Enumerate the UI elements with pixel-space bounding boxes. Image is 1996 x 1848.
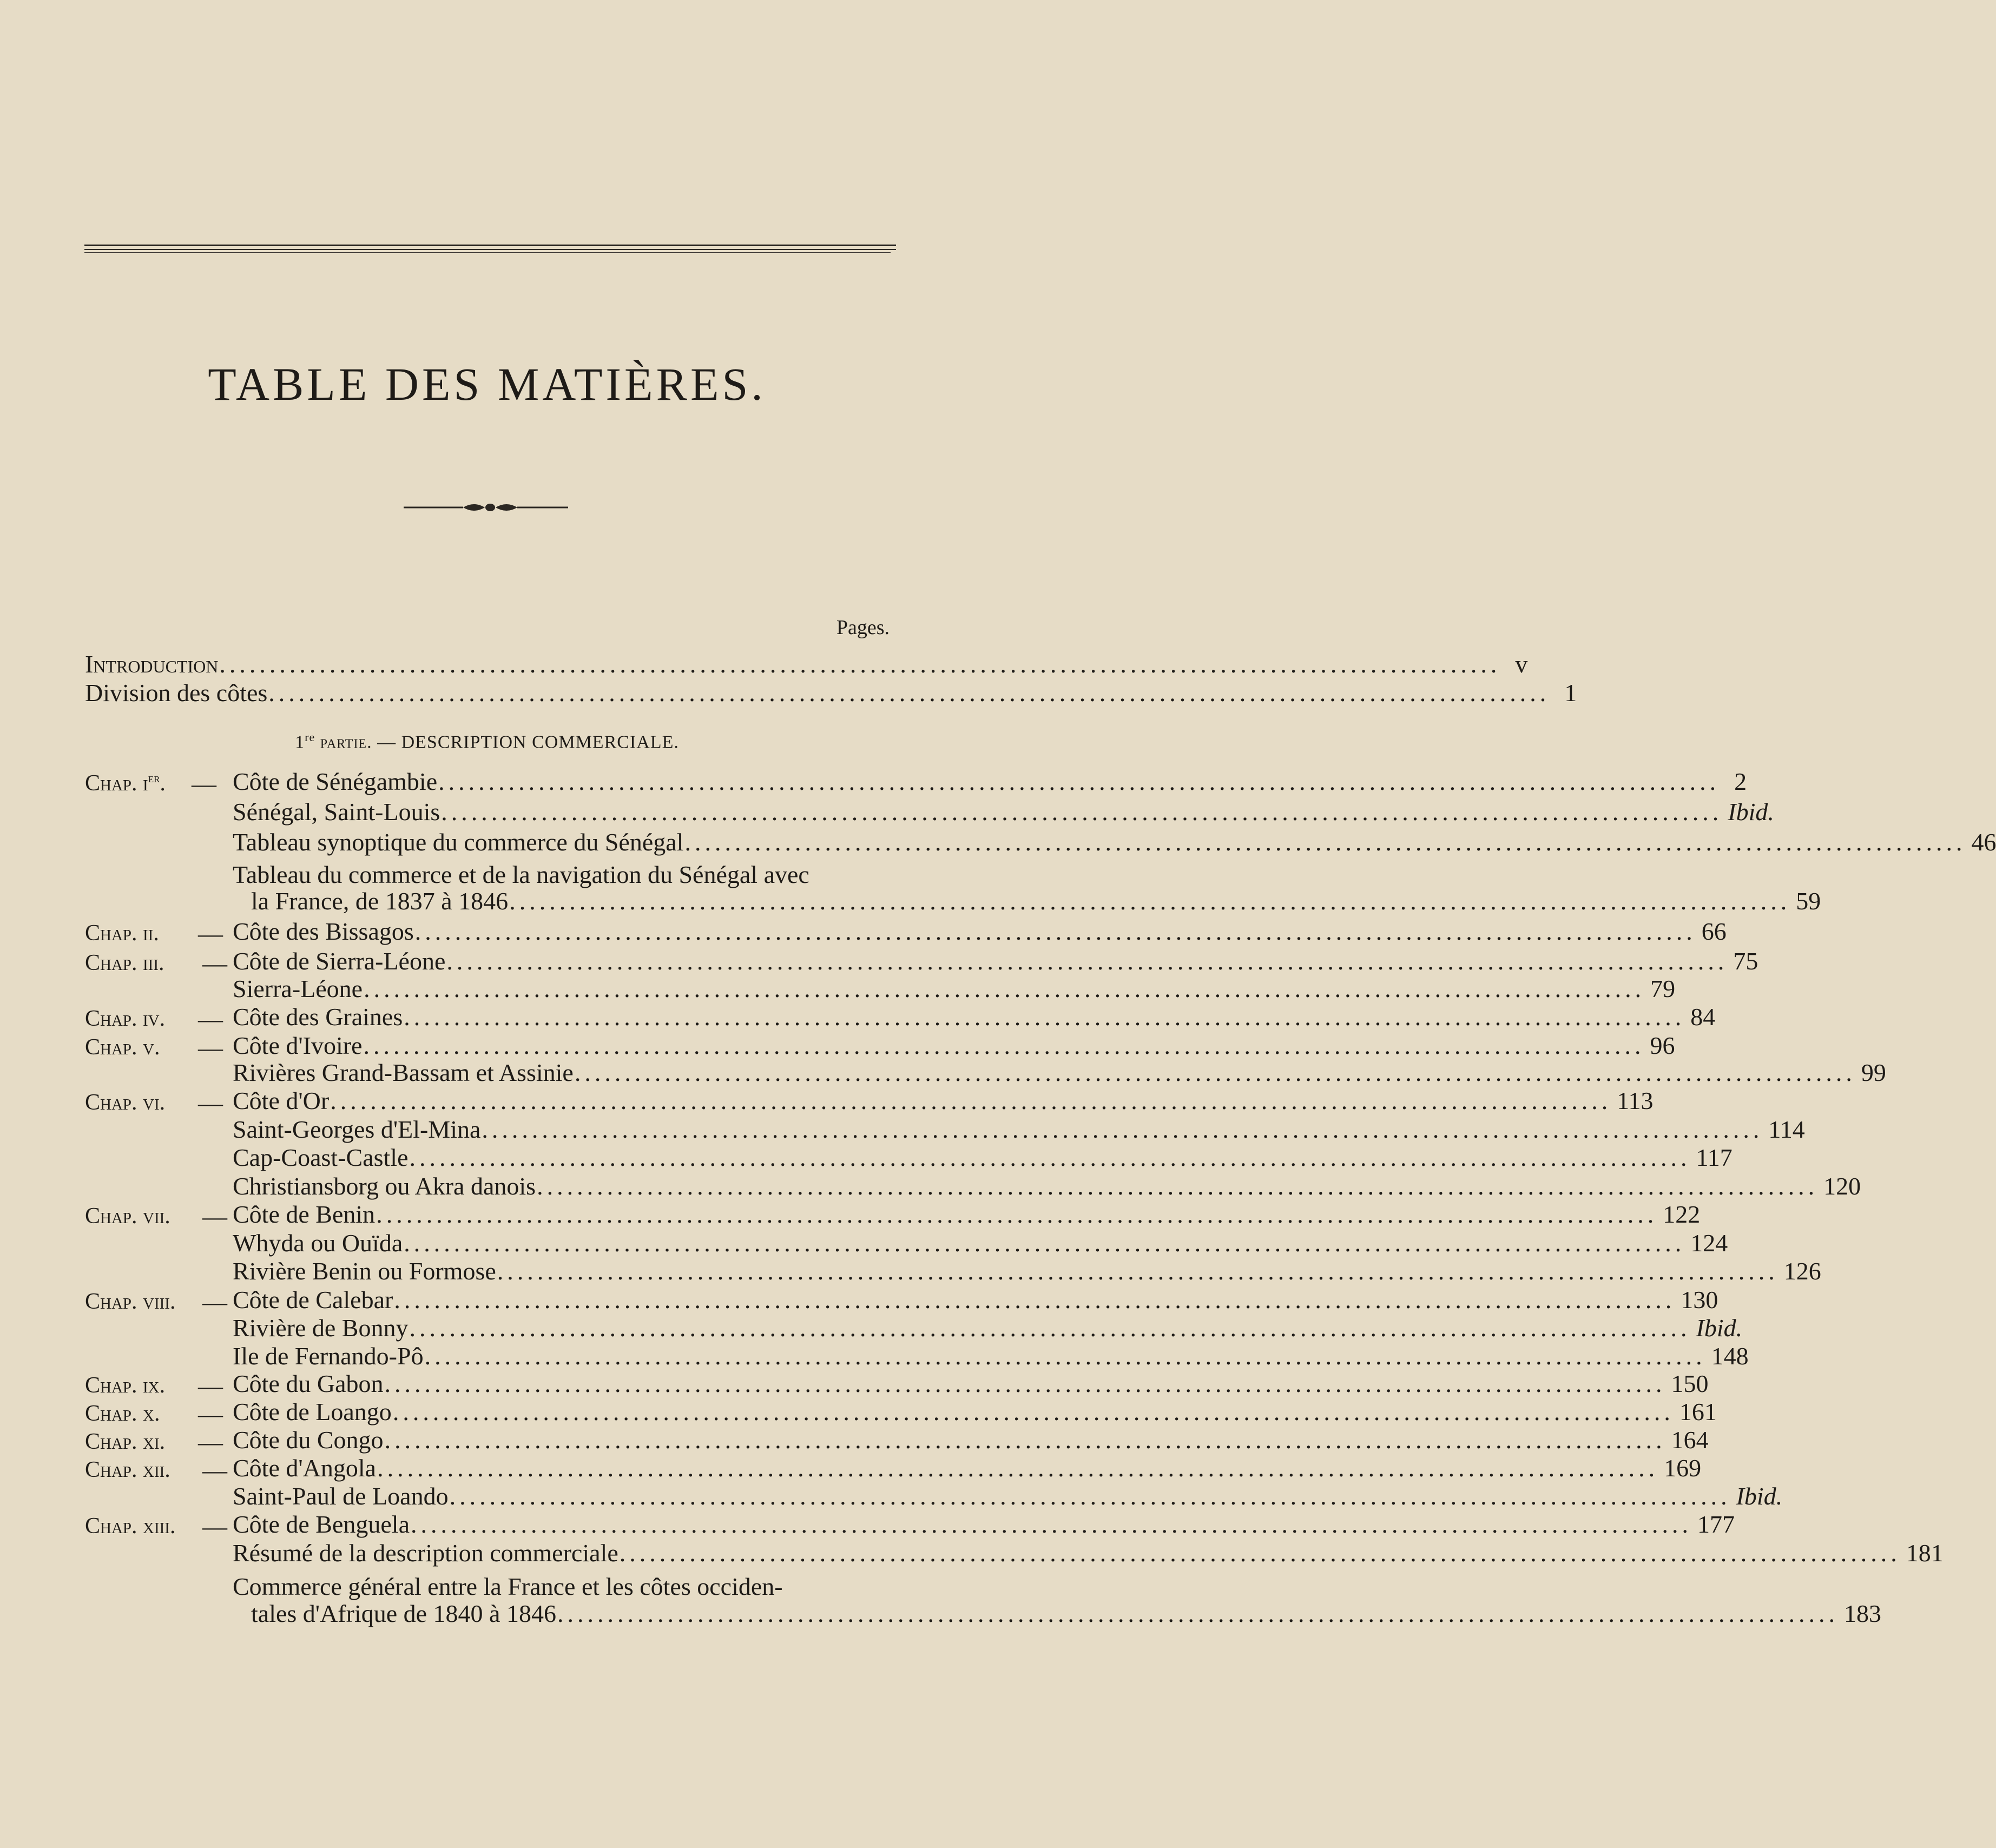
chapter-label: [85, 950, 164, 976]
toc-entry: [233, 1482, 1783, 1510]
em-dash: —: [202, 1513, 227, 1540]
entry-label: Christiansborg ou Akra danois: [233, 1172, 536, 1200]
entry-label: Sierra-Léone: [233, 975, 363, 1002]
entry-label: Côte des Bissagos: [233, 918, 414, 945]
page-number: 124: [1690, 1229, 1728, 1257]
entry-label: Côte du Gabon: [233, 1370, 384, 1397]
toc-entry: [233, 1426, 1709, 1454]
entry-label: Rivière Benin ou Formose: [233, 1257, 496, 1285]
toc-entry-division: [85, 679, 1577, 707]
page-number: 113: [1617, 1087, 1654, 1114]
em-dash: —: [198, 1089, 223, 1117]
pages-column-label: Pages.: [836, 616, 890, 639]
page-number: 169: [1664, 1454, 1702, 1482]
leader-dots: ................................................................................................................................: [574, 1059, 1856, 1086]
leader-dots: ................................................................................................................................: [404, 1229, 1685, 1257]
leader-dots: ................................................................................................................................: [441, 798, 1723, 826]
leader-dots: ................................................................................................................................: [404, 1003, 1685, 1031]
em-dash: —: [198, 920, 223, 947]
toc-entry: [233, 947, 1758, 975]
page-number: 79: [1650, 975, 1676, 1002]
top-rule: [84, 245, 896, 246]
chapter-label: [85, 1289, 175, 1315]
entry-label: Résumé de la description commerciale: [233, 1539, 618, 1567]
toc-entry: [233, 975, 1676, 1002]
chapter-number-tail: .: [160, 771, 166, 796]
chapter-label: [85, 920, 159, 946]
em-dash: —: [198, 1400, 223, 1428]
leader-dots: ................................................................................................................................: [394, 1286, 1676, 1314]
leader-dots: ................................................................................................................................: [384, 1426, 1666, 1454]
page-number: 96: [1650, 1032, 1675, 1059]
em-dash: —: [192, 770, 216, 797]
chapter-label: [85, 1034, 160, 1060]
leader-dots: ................................................................................................................................: [409, 1314, 1691, 1342]
entry-label: tales d'Afrique de 1840 à 1846: [251, 1600, 556, 1627]
entry-label: Rivières Grand-Bassam et Assinie: [233, 1059, 574, 1086]
toc-entry: [233, 1003, 1716, 1031]
toc-entry: [233, 1286, 1718, 1314]
leader-dots: ................................................................................................................................: [619, 1539, 1901, 1567]
toc-entry: [233, 1032, 1675, 1059]
em-dash: —: [198, 1034, 223, 1061]
toc-entry: [233, 1454, 1702, 1482]
toc-entry: [233, 1144, 1732, 1171]
page-number: 66: [1701, 918, 1727, 945]
page-number: 99: [1861, 1059, 1886, 1086]
leader-dots: ................................................................................................................................: [424, 1342, 1706, 1370]
leader-dots: ................................................................................................................................: [364, 975, 1645, 1002]
page-number: Ibid.: [1696, 1314, 1743, 1342]
toc-entry: [251, 887, 1821, 915]
page-number: Ibid.: [1736, 1482, 1783, 1510]
em-dash: —: [202, 949, 227, 977]
toc-entry: [233, 1539, 1944, 1567]
toc-entry: [233, 1510, 1735, 1538]
chapter-label: [85, 1513, 175, 1539]
top-rule-double: [84, 249, 896, 250]
leader-dots: ................................................................................................................................: [219, 650, 1501, 678]
entry-label: Côte de Sierra-Léone: [233, 947, 446, 975]
entry-label: Côte de Loango: [233, 1398, 392, 1425]
entry-label-line1: Tableau du commerce et de la navigation du Sénégal avec: [233, 861, 809, 888]
page-number: 117: [1696, 1144, 1732, 1171]
entry-label: Introduction: [85, 650, 219, 678]
leader-dots: ................................................................................................................................: [449, 1482, 1731, 1510]
toc-entry: [233, 798, 1774, 826]
em-dash: —: [198, 1428, 223, 1456]
chapter-label: [85, 770, 166, 796]
chapter-number-suffix: er: [148, 771, 160, 786]
page-number: 183: [1843, 1600, 1881, 1627]
entry-label: Rivière de Bonny: [233, 1314, 409, 1342]
leader-dots: ................................................................................................................................: [414, 918, 1696, 945]
chapter-label: [85, 1401, 160, 1427]
leader-dots: ................................................................................................................................: [557, 1600, 1839, 1627]
page-number: 46: [1971, 828, 1996, 856]
toc-entry: [233, 1342, 1749, 1370]
page-number: 177: [1697, 1510, 1735, 1538]
chapter-number: Chap. vii.: [85, 1204, 170, 1229]
em-dash: —: [202, 1203, 227, 1230]
toc-entry: [233, 1229, 1728, 1257]
leader-dots: ................................................................................................................................: [384, 1370, 1666, 1397]
ornament-divider-icon: [404, 497, 568, 518]
entry-label: Ile de Fernando-Pô: [233, 1342, 424, 1370]
chapter-label: [85, 1372, 165, 1398]
page-number: 2: [1734, 768, 1747, 795]
toc-entry: [233, 1398, 1717, 1425]
page-number: 114: [1768, 1116, 1805, 1143]
chapter-number: Chap. ix.: [85, 1373, 166, 1398]
chapter-label: [85, 1090, 165, 1116]
leader-dots: ................................................................................................................................: [482, 1116, 1763, 1143]
page-number: 122: [1663, 1200, 1701, 1228]
toc-entry: [233, 1257, 1821, 1285]
chapter-number: Chap. i: [85, 771, 148, 796]
toc-entry: [233, 1314, 1743, 1342]
em-dash: —: [198, 1005, 223, 1033]
page-number: 150: [1671, 1370, 1709, 1397]
part-heading: [0, 730, 974, 753]
page-number: 164: [1671, 1426, 1709, 1454]
chapter-number: Chap. xiii.: [85, 1514, 176, 1539]
toc-entry: [233, 1059, 1886, 1086]
toc-entry: [233, 918, 1727, 945]
entry-label: Côte de Sénégambie: [233, 768, 438, 795]
page-number: 1: [1564, 679, 1577, 707]
entry-label: Côte du Congo: [233, 1426, 384, 1454]
entry-label: Côte de Benguela: [233, 1510, 410, 1538]
em-dash: —: [202, 1288, 227, 1316]
chapter-label: [85, 1006, 165, 1032]
chapter-label: [85, 1429, 165, 1455]
entry-label: Sénégal, Saint-Louis: [233, 798, 440, 826]
entry-label: Division des côtes: [85, 679, 268, 707]
leader-dots: ................................................................................................................................: [330, 1087, 1612, 1114]
entry-label: Côte de Benin: [233, 1200, 376, 1228]
entry-label: Whyda ou Ouïda: [233, 1229, 403, 1257]
leader-dots: ................................................................................................................................: [409, 1144, 1691, 1171]
leader-dots: ................................................................................................................................: [446, 947, 1728, 975]
leader-dots: ................................................................................................................................: [497, 1257, 1778, 1285]
entry-label: Cap-Coast-Castle: [233, 1144, 409, 1171]
chapter-number: Chap. xii.: [85, 1457, 170, 1482]
leader-dots: ................................................................................................................................: [509, 887, 1791, 915]
entry-label-line1: Commerce général entre la France et les côtes occiden-: [233, 1573, 783, 1600]
page-number: 148: [1711, 1342, 1749, 1370]
em-dash: —: [198, 1372, 223, 1400]
chapter-number: Chap. viii.: [85, 1289, 176, 1314]
page-number: 75: [1733, 947, 1758, 975]
page-number: Ibid.: [1728, 798, 1774, 826]
leader-dots: ................................................................................................................................: [411, 1510, 1692, 1538]
chapter-number: Chap. ii.: [85, 921, 159, 946]
page-number: 120: [1823, 1172, 1861, 1200]
toc-entry: [233, 828, 1996, 856]
page-number: 161: [1679, 1398, 1717, 1425]
leader-dots: ................................................................................................................................: [392, 1398, 1674, 1425]
leader-dots: ................................................................................................................................: [268, 679, 1550, 707]
toc-entry: [251, 1600, 1881, 1627]
entry-label: Côte des Graines: [233, 1003, 403, 1031]
chapter-number: Chap. xi.: [85, 1429, 166, 1454]
entry-label: Côte de Calebar: [233, 1286, 393, 1314]
entry-label: Saint-Paul de Loando: [233, 1482, 449, 1510]
page-number: 126: [1783, 1257, 1821, 1285]
chapter-number: Chap. x.: [85, 1401, 160, 1426]
part-title: partie. — DESCRIPTION COMMERCIALE.: [320, 732, 679, 753]
chapter-number: Chap. v.: [85, 1035, 160, 1060]
toc-entry: [233, 1116, 1805, 1143]
em-dash: —: [202, 1456, 227, 1484]
leader-dots: ................................................................................................................................: [438, 768, 1720, 795]
chapter-label: [85, 1457, 170, 1483]
entry-label: Côte d'Angola: [233, 1454, 377, 1482]
page-title: TABLE DES MATIÈRES.: [208, 358, 766, 410]
chapter-label: [85, 1203, 170, 1229]
part-number-suffix: re: [305, 730, 315, 744]
chapter-number: Chap. iv.: [85, 1006, 166, 1031]
entry-label: Côte d'Ivoire: [233, 1032, 363, 1059]
toc-entry: [233, 1370, 1709, 1397]
page-number: 130: [1681, 1286, 1718, 1314]
entry-label: la France, de 1837 à 1846: [251, 887, 509, 915]
toc-entry: [233, 1172, 1861, 1200]
entry-label: Saint-Georges d'El-Mina: [233, 1116, 481, 1143]
leader-dots: ................................................................................................................................: [684, 828, 1966, 856]
part-number: 1: [295, 732, 305, 753]
entry-label: Côte d'Or: [233, 1087, 330, 1114]
page-number: v: [1515, 650, 1528, 678]
toc-entry: [233, 1200, 1701, 1228]
page-number: 59: [1796, 887, 1821, 915]
toc-entry: [233, 768, 1747, 795]
leader-dots: ................................................................................................................................: [363, 1032, 1645, 1059]
page-number: 181: [1906, 1539, 1944, 1567]
top-rule-thin: [84, 252, 891, 253]
toc-entry-introduction: [85, 650, 1528, 678]
entry-label: Tableau synoptique du commerce du Sénégal: [233, 828, 684, 856]
chapter-number: Chap. vi.: [85, 1090, 166, 1115]
page-number: 84: [1690, 1003, 1716, 1031]
chapter-number: Chap. iii.: [85, 951, 164, 975]
leader-dots: ................................................................................................................................: [537, 1172, 1819, 1200]
leader-dots: ................................................................................................................................: [376, 1200, 1658, 1228]
toc-entry: [233, 1087, 1654, 1114]
leader-dots: ................................................................................................................................: [377, 1454, 1659, 1482]
